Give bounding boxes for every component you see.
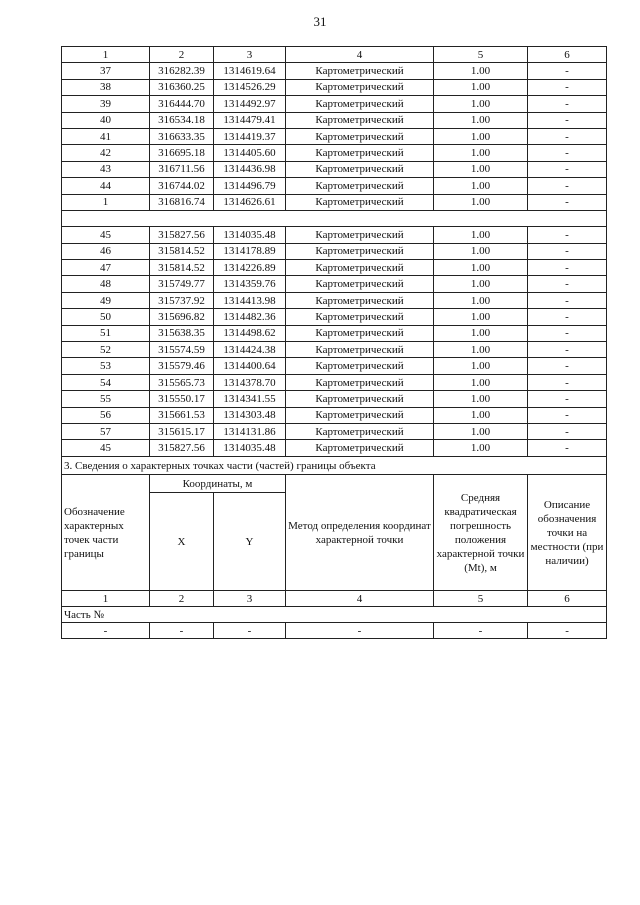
method: Картометрический — [286, 374, 434, 390]
description: - — [528, 194, 607, 210]
coord-y: 1314619.64 — [214, 63, 286, 79]
table-row — [62, 325, 607, 341]
description: - — [528, 161, 607, 177]
method: Картометрический — [286, 63, 434, 79]
method: Картометрический — [286, 358, 434, 374]
description: - — [528, 325, 607, 341]
point-number: 38 — [62, 79, 150, 95]
coord-x: 2 — [150, 47, 214, 63]
error: 5 — [434, 47, 528, 63]
point-number: 1 — [62, 47, 150, 63]
method: Картометрический — [286, 96, 434, 112]
error: 1.00 — [434, 260, 528, 276]
error: 1.00 — [434, 309, 528, 325]
coord-x: 315749.77 — [150, 276, 214, 292]
error: 1.00 — [434, 391, 528, 407]
column-number: 4 — [286, 591, 434, 607]
description: - — [528, 407, 607, 423]
empty-cell: - — [150, 623, 214, 639]
error: 1.00 — [434, 161, 528, 177]
error: 1.00 — [434, 276, 528, 292]
coord-y: 1314303.48 — [214, 407, 286, 423]
coord-y: 1314341.55 — [214, 391, 286, 407]
coord-x: 315737.92 — [150, 292, 214, 308]
point-number: 37 — [62, 63, 150, 79]
description: - — [528, 128, 607, 144]
table-row — [62, 161, 607, 177]
error: 1.00 — [434, 112, 528, 128]
point-number: 45 — [62, 440, 150, 456]
coord-x: 316633.35 — [150, 128, 214, 144]
coord-x: 316711.56 — [150, 161, 214, 177]
empty-cell: - — [62, 623, 150, 639]
table-row — [62, 407, 607, 423]
column-number: 2 — [150, 591, 214, 607]
coord-y: 1314492.97 — [214, 96, 286, 112]
parts-table — [61, 456, 607, 639]
header-x: X — [150, 493, 214, 591]
error: 1.00 — [434, 96, 528, 112]
error: 1.00 — [434, 79, 528, 95]
coord-x: 315827.56 — [150, 440, 214, 456]
coord-x: 315638.35 — [150, 325, 214, 341]
coord-y: 3 — [214, 47, 286, 63]
coord-y: 1314482.36 — [214, 309, 286, 325]
table-row — [62, 260, 607, 276]
error: 1.00 — [434, 145, 528, 161]
empty-cell: - — [286, 623, 434, 639]
point-number: 1 — [62, 194, 150, 210]
description: 6 — [528, 47, 607, 63]
description: - — [528, 79, 607, 95]
table-row — [62, 112, 607, 128]
coord-y: 1314400.64 — [214, 358, 286, 374]
error: 1.00 — [434, 178, 528, 194]
point-number: 50 — [62, 309, 150, 325]
coord-y: 1314131.86 — [214, 423, 286, 439]
point-number: 52 — [62, 342, 150, 358]
coord-x: 316444.70 — [150, 96, 214, 112]
header-error: Средняя квадратическая погрешность положения характерной точки (Mt), м — [434, 475, 528, 591]
coord-y: 1314359.76 — [214, 276, 286, 292]
table-row — [62, 227, 607, 243]
point-number: 47 — [62, 260, 150, 276]
description: - — [528, 358, 607, 374]
method: Картометрический — [286, 161, 434, 177]
table-row — [62, 128, 607, 144]
coord-y: 1314413.98 — [214, 292, 286, 308]
coord-y: 1314226.89 — [214, 260, 286, 276]
table-row — [62, 309, 607, 325]
method: Картометрический — [286, 194, 434, 210]
error: 1.00 — [434, 128, 528, 144]
method: Картометрический — [286, 423, 434, 439]
description: - — [528, 440, 607, 456]
coord-y: 1314498.62 — [214, 325, 286, 341]
description: - — [528, 391, 607, 407]
description: - — [528, 96, 607, 112]
method: Картометрический — [286, 178, 434, 194]
point-number: 40 — [62, 112, 150, 128]
method: Картометрический — [286, 227, 434, 243]
description: - — [528, 276, 607, 292]
coord-y: 1314496.79 — [214, 178, 286, 194]
coord-y: 1314424.38 — [214, 342, 286, 358]
point-number: 53 — [62, 358, 150, 374]
point-number: 46 — [62, 243, 150, 259]
coord-x: 315579.46 — [150, 358, 214, 374]
method: Картометрический — [286, 325, 434, 341]
page-number: 31 — [313, 14, 327, 29]
table-row — [62, 374, 607, 390]
description: - — [528, 309, 607, 325]
empty-cell: - — [214, 623, 286, 639]
method: Картометрический — [286, 260, 434, 276]
point-number: 54 — [62, 374, 150, 390]
separator-row — [62, 210, 607, 226]
table-row — [62, 292, 607, 308]
description: - — [528, 423, 607, 439]
method: 4 — [286, 47, 434, 63]
table-row — [62, 440, 607, 456]
method: Картометрический — [286, 391, 434, 407]
table-row — [62, 358, 607, 374]
error: 1.00 — [434, 423, 528, 439]
coord-x: 315550.17 — [150, 391, 214, 407]
error: 1.00 — [434, 292, 528, 308]
coord-x: 315814.52 — [150, 243, 214, 259]
error: 1.00 — [434, 243, 528, 259]
table-row — [62, 423, 607, 439]
coord-x: 315827.56 — [150, 227, 214, 243]
error: 1.00 — [434, 407, 528, 423]
point-number: 45 — [62, 227, 150, 243]
coord-x: 315661.53 — [150, 407, 214, 423]
error: 1.00 — [434, 358, 528, 374]
header-row — [62, 47, 607, 63]
error: 1.00 — [434, 227, 528, 243]
coord-y: 1314479.41 — [214, 112, 286, 128]
coord-x: 315615.17 — [150, 423, 214, 439]
method: Картометрический — [286, 79, 434, 95]
description: - — [528, 342, 607, 358]
description: - — [528, 243, 607, 259]
error: 1.00 — [434, 194, 528, 210]
method: Картометрический — [286, 407, 434, 423]
error: 1.00 — [434, 325, 528, 341]
point-number: 39 — [62, 96, 150, 112]
table-row — [62, 276, 607, 292]
coord-x: 316695.18 — [150, 145, 214, 161]
coord-y: 1314626.61 — [214, 194, 286, 210]
coordinates-table — [61, 46, 607, 457]
description: - — [528, 63, 607, 79]
column-number: 5 — [434, 591, 528, 607]
description: - — [528, 145, 607, 161]
table-row — [62, 342, 607, 358]
coord-y: 1314436.98 — [214, 161, 286, 177]
column-number: 6 — [528, 591, 607, 607]
method: Картометрический — [286, 292, 434, 308]
description: - — [528, 260, 607, 276]
coord-y: 1314378.70 — [214, 374, 286, 390]
table-row — [62, 391, 607, 407]
header-y: Y — [214, 493, 286, 591]
point-number: 51 — [62, 325, 150, 341]
coord-x: 316360.25 — [150, 79, 214, 95]
point-number: 55 — [62, 391, 150, 407]
error: 1.00 — [434, 342, 528, 358]
section-title: 3. Сведения о характерных точках части (частей) границы объекта — [62, 457, 607, 475]
header-coordinates: Координаты, м — [150, 475, 286, 493]
header-point-designation: Обозначение характерных точек части границы — [62, 475, 150, 591]
description: - — [528, 112, 607, 128]
coord-y: 1314526.29 — [214, 79, 286, 95]
separator-cell — [62, 210, 607, 226]
coord-x: 315565.73 — [150, 374, 214, 390]
empty-cell: - — [528, 623, 607, 639]
table-row — [62, 178, 607, 194]
header-description: Описание обозначения точки на местности (при наличии) — [528, 475, 607, 591]
table-row — [62, 145, 607, 161]
header-method: Метод определения координат характерной точки — [286, 475, 434, 591]
table-row — [62, 194, 607, 210]
method: Картометрический — [286, 276, 434, 292]
table-row — [62, 96, 607, 112]
description: - — [528, 227, 607, 243]
coord-x: 315814.52 — [150, 260, 214, 276]
method: Картометрический — [286, 145, 434, 161]
method: Картометрический — [286, 112, 434, 128]
point-number: 43 — [62, 161, 150, 177]
point-number: 41 — [62, 128, 150, 144]
coord-y: 1314419.37 — [214, 128, 286, 144]
column-number: 3 — [214, 591, 286, 607]
point-number: 49 — [62, 292, 150, 308]
description: - — [528, 374, 607, 390]
method: Картометрический — [286, 309, 434, 325]
coord-y: 1314035.48 — [214, 440, 286, 456]
coord-x: 316816.74 — [150, 194, 214, 210]
error: 1.00 — [434, 440, 528, 456]
coord-y: 1314178.89 — [214, 243, 286, 259]
method: Картометрический — [286, 128, 434, 144]
part-label: Часть № — [62, 607, 607, 623]
coord-x: 316282.39 — [150, 63, 214, 79]
method: Картометрический — [286, 342, 434, 358]
point-number: 57 — [62, 423, 150, 439]
point-number: 48 — [62, 276, 150, 292]
table-row — [62, 79, 607, 95]
point-number: 42 — [62, 145, 150, 161]
table-row — [62, 243, 607, 259]
coord-x: 316534.18 — [150, 112, 214, 128]
description: - — [528, 178, 607, 194]
point-number: 56 — [62, 407, 150, 423]
point-number: 44 — [62, 178, 150, 194]
coord-x: 315696.82 — [150, 309, 214, 325]
method: Картометрический — [286, 440, 434, 456]
table-row — [62, 63, 607, 79]
coord-y: 1314405.60 — [214, 145, 286, 161]
empty-cell: - — [434, 623, 528, 639]
column-number: 1 — [62, 591, 150, 607]
coord-x: 316744.02 — [150, 178, 214, 194]
error: 1.00 — [434, 63, 528, 79]
description: - — [528, 292, 607, 308]
error: 1.00 — [434, 374, 528, 390]
method: Картометрический — [286, 243, 434, 259]
coord-x: 315574.59 — [150, 342, 214, 358]
coord-y: 1314035.48 — [214, 227, 286, 243]
